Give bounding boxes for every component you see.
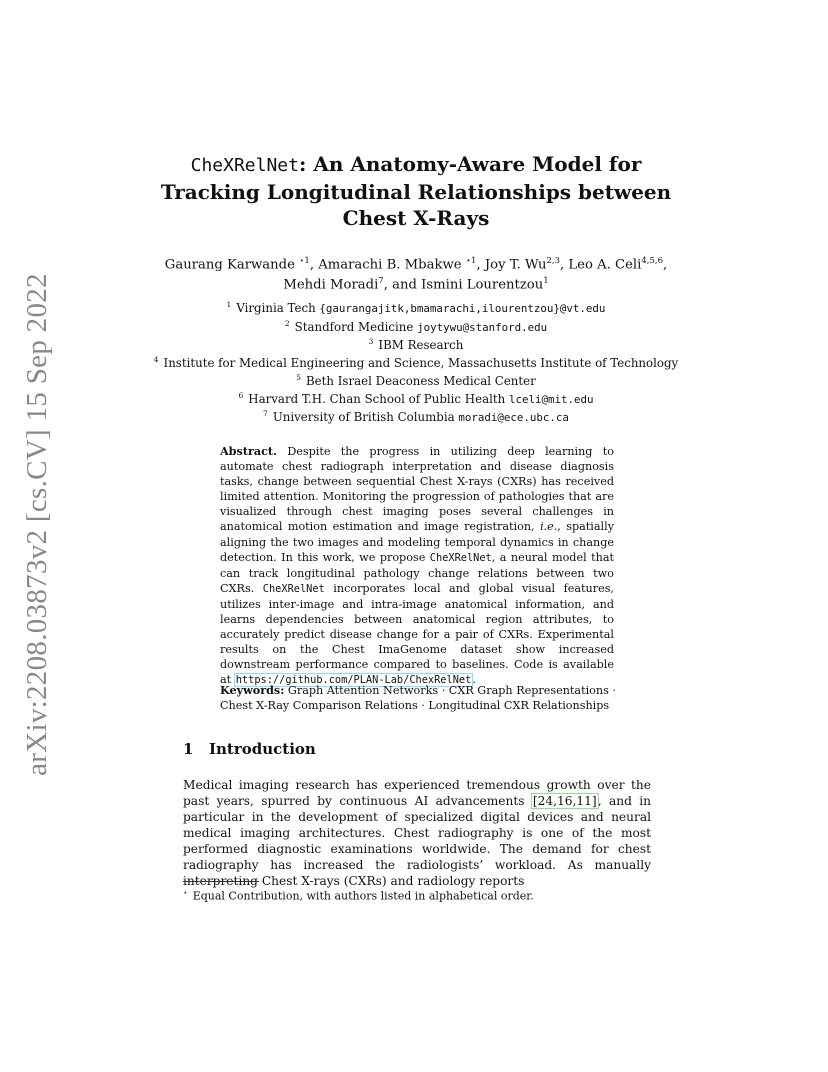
affiliation-email: joytywu@stanford.edu	[417, 320, 548, 334]
title-line1: : An Anatomy-Aware Model for	[298, 152, 642, 176]
affiliation-number: 4	[153, 355, 159, 365]
code-repository-link[interactable]: https://github.com/PLAN-Lab/ChexRelNet	[235, 674, 472, 687]
title-line3: Chest X-Rays	[342, 206, 490, 230]
affiliation-number: 6	[238, 390, 244, 400]
affiliation-name: Virginia Tech	[236, 300, 320, 315]
affiliation-line	[140, 407, 692, 426]
abstract-text: incorporates local and global visual features, utilizes inter-image and intra-image anatomical information, and learns dependencies between anatomical region attributes, to accurately predict disease change for a pair of CXRs. Experimental results on the Chest ImaGenome dataset show increased downstream performance compared to baselines. Code is available at	[220, 581, 614, 687]
author-affiliation-mark: 4,5,6	[641, 256, 663, 266]
title-line2: Tracking Longitudinal Relationships between	[160, 180, 672, 204]
affiliation-number: 5	[296, 372, 301, 382]
author-connector: and	[392, 277, 417, 293]
affiliation-line	[140, 353, 692, 371]
body-text: Medical imaging research has experienced tremendous growth over the past years, spurred by continuous AI advancements	[183, 778, 651, 808]
keywords-text: Graph Attention Networks · CXR Graph Representations · Chest X-Ray Comparison Relations · Longitudinal CXR Relationships	[220, 684, 616, 713]
affiliation-name: Standford Medicine	[294, 319, 418, 334]
abstract-text: Despite the progress in utilizing deep learning to automate chest radiograph interpretation and disease diagnosis tasks, change between sequential Chest X-rays (CXRs) has received limited attention. Monitoring the progression of pathologies that are visualized through chest imaging poses several challenges in anatomical motion estimation and image registration,	[220, 445, 615, 534]
affiliation-name: Harvard T.H. Chan School of Public Health	[248, 391, 509, 406]
affiliation-name: University of British Columbia	[272, 410, 459, 425]
paper-title	[140, 151, 692, 231]
affiliation-email: moradi@ece.ubc.ca	[458, 411, 569, 425]
abstract-model-name: CheXRelNet	[262, 582, 325, 595]
body-text: , and in particular in the development of specialized digital devices and neural medical imaging architectures. Chest radiography is one of the most performed diagnostic examinations worldwide. The demand for chest radiography has increased the radiologists’ workload. As manually interpreting Chest X-rays (CXRs) and radiology reports	[183, 794, 651, 888]
arxiv-identifier-text: arXiv:2208.03873v2 [cs.CV] 15 Sep 2022	[20, 273, 53, 776]
affiliation-name: Beth Israel Deaconess Medical Center	[306, 373, 536, 388]
author-name: Amarachi B. Mbakwe	[318, 257, 462, 273]
section-heading	[183, 740, 316, 758]
affiliation-line	[140, 389, 692, 408]
arxiv-identifier-stamp	[12, 273, 62, 776]
affiliation-email: {gaurangajitk,bmamarachi,ilourentzou}@vt.edu	[319, 301, 606, 315]
affiliation-number: 1	[226, 300, 232, 309]
abstract-text-italic: i.e.	[539, 520, 558, 534]
keywords-label: Keywords:	[220, 683, 285, 697]
author-name: Leo A. Celi	[568, 257, 642, 273]
abstract	[220, 444, 614, 689]
author-name: Mehdi Moradi	[283, 277, 379, 293]
affiliation-email: lceli@mit.edu	[508, 392, 594, 406]
affiliation-line	[140, 298, 692, 317]
affiliation-list	[140, 298, 692, 426]
author-affiliation-mark: 1	[543, 276, 549, 287]
footnote-text: Equal Contribution, with authors listed in alphabetical order.	[192, 889, 534, 903]
abstract-label: Abstract.	[220, 444, 277, 458]
author-list: Gaurang Karwande $^{⋆1}$, Amarachi B. Mbakwe $^{⋆1}$, Joy T. Wu$^{2,3}$, Leo A. Celi$^{4,5,6}$, Mehdi Moradi$^7$, and Ismini Lourentzou$^1$	[164, 256, 668, 293]
footnote-mark: ⋆	[183, 888, 188, 897]
affiliation-line	[140, 335, 692, 353]
affiliation-name: Institute for Medical Engineering and Science, Massachusetts Institute of Technology	[163, 356, 679, 371]
abstract-text: , a neural model that can track longitudinal pathology change relations between two CXRs.	[220, 550, 614, 595]
section-number: 1	[183, 740, 194, 758]
author-affiliation-mark: ⋆1	[465, 256, 477, 266]
keywords	[220, 683, 620, 713]
affiliation-number: 2	[284, 318, 290, 328]
affiliation-number: 7	[263, 409, 268, 419]
author-name: Ismini Lourentzou	[421, 277, 544, 293]
citation-link[interactable]: [24,16,11]	[532, 794, 597, 808]
footnote	[183, 886, 534, 904]
title-model-name: CheXRelNet	[190, 155, 299, 176]
affiliation-line	[140, 371, 692, 389]
abstract-model-name: CheXRelNet	[429, 551, 492, 564]
author-name: Joy T. Wu	[484, 257, 547, 273]
author-affiliation-mark: 7	[378, 276, 384, 287]
abstract-text: , spatially aligning the two images and modeling temporal dynamics in change detection. In this work, we propose	[220, 520, 615, 564]
introduction-paragraph	[183, 777, 651, 889]
affiliation-number: 3	[368, 337, 374, 347]
section-title: Introduction	[209, 740, 316, 758]
author-affiliation-mark: ⋆1	[299, 256, 310, 266]
abstract-end: .	[472, 673, 476, 687]
author-name: Gaurang Karwande	[164, 257, 295, 273]
author-affiliation-mark: 2,3	[546, 256, 561, 266]
affiliation-name: IBM Research	[378, 338, 464, 353]
affiliation-line	[140, 317, 692, 336]
footnote-rule	[183, 881, 259, 882]
